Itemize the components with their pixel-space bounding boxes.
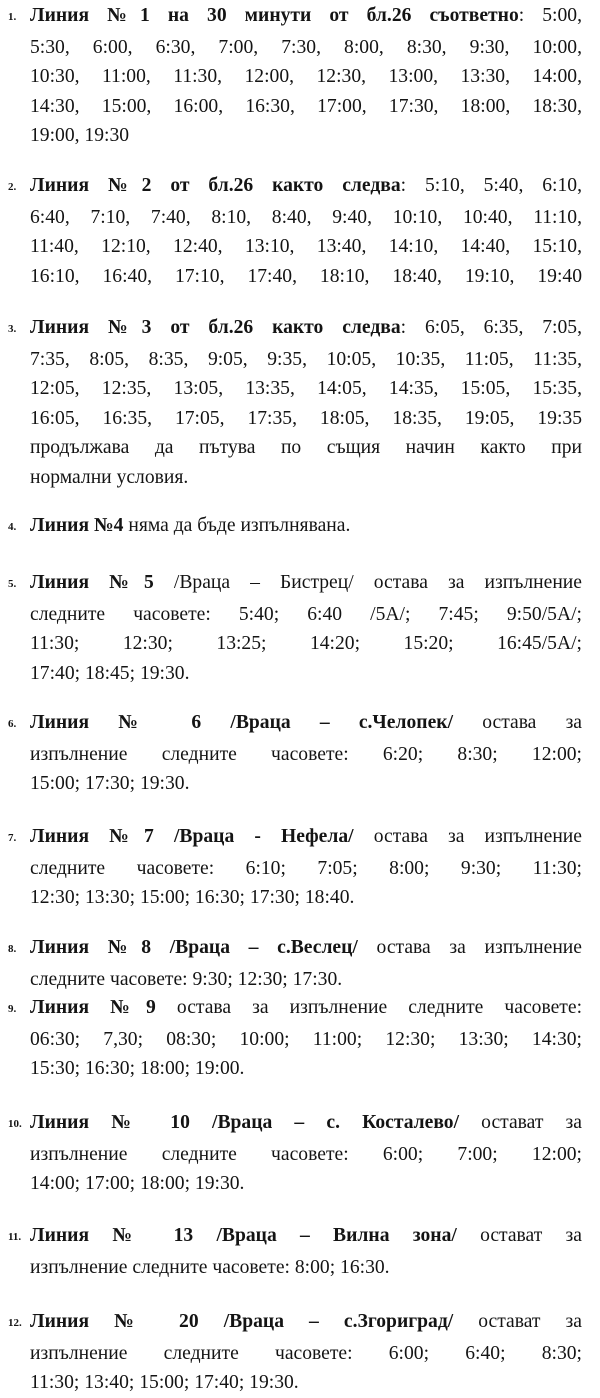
list-item-line: следните часовете: 9:30; 12:30; 17:30. bbox=[30, 968, 343, 990]
line-1-entry bbox=[8, 1, 582, 151]
line-20-entry bbox=[8, 1307, 582, 1398]
list-item-line: 06:30; 7,30; 08:30; 10:00; 11:00; 12:30; 13:30; 14:30; bbox=[30, 1028, 582, 1050]
list-item-line bbox=[8, 1307, 582, 1339]
line-title: Линия №1 на 30 минути от бл.26 съответно bbox=[30, 5, 519, 26]
item-number: 7. bbox=[8, 832, 17, 844]
list-item-line: 19:00, 19:30 bbox=[30, 125, 130, 146]
list-item-line: 16:10, 16:40, 17:10, 17:40, 18:10, 18:40, 19:10, 19:40 bbox=[30, 265, 582, 287]
line-2-entry bbox=[8, 171, 582, 291]
list-item-line: 11:30; 12:30; 13:25; 14:20; 15:20; 16:45/5А/; bbox=[30, 633, 582, 654]
line-text: остават за bbox=[453, 1311, 582, 1332]
item-number: 8. bbox=[8, 943, 17, 955]
list-item-line: 7:35, 8:05, 8:35, 9:05, 9:35, 10:05, 10:35, 11:05, 11:35, bbox=[30, 348, 582, 370]
line-9-entry bbox=[8, 993, 582, 1084]
list-item-line: 14:30, 15:00, 16:00, 16:30, 17:00, 17:30, 18:00, 18:30, bbox=[30, 95, 582, 117]
list-item-line: изпълнение следните часовете: 8:00; 16:30. bbox=[30, 1256, 390, 1278]
line-5-entry bbox=[8, 568, 582, 688]
list-item-line: изпълнение следните часовете: 6:00; 7:00; 12:00; bbox=[30, 1143, 582, 1165]
list-item-line: 12:05, 12:35, 13:05, 13:35, 14:05, 14:35, 15:05, 15:35, bbox=[30, 378, 582, 399]
list-item-line bbox=[8, 708, 582, 740]
item-number: 10. bbox=[8, 1118, 22, 1130]
item-number: 6. bbox=[8, 718, 17, 730]
line-text: : 6:05, 6:35, 7:05, bbox=[400, 317, 582, 338]
list-item-line: 15:30; 16:30; 18:00; 19:00. bbox=[30, 1058, 245, 1079]
item-number: 12. bbox=[8, 1317, 22, 1329]
line-title: Линия №7 /Враца - Нефела/ bbox=[30, 826, 354, 847]
line-title: Линия №5 bbox=[30, 572, 154, 593]
line-text: : 5:00, bbox=[518, 5, 582, 26]
list-item-line bbox=[8, 171, 582, 203]
line-8-entry bbox=[8, 933, 582, 994]
list-item-line: изпълнение следните часовете: 6:20; 8:30; 12:00; bbox=[30, 743, 582, 765]
list-item-line bbox=[8, 511, 582, 543]
list-item-line bbox=[8, 568, 582, 600]
list-item-line bbox=[8, 1, 582, 33]
list-item-line bbox=[8, 313, 582, 345]
list-item-line: 16:05, 16:35, 17:05, 17:35, 18:05, 18:35, 19:05, 19:35 bbox=[30, 407, 582, 429]
line-title: Линия № 6 /Враца – с.Челопек/ bbox=[30, 712, 454, 733]
line-10-entry bbox=[8, 1108, 582, 1199]
list-item-line bbox=[8, 993, 582, 1025]
line-text: остават за bbox=[456, 1225, 582, 1246]
list-item-line: нормални условия. bbox=[30, 466, 189, 488]
list-item-line bbox=[8, 1221, 582, 1253]
line-4-entry bbox=[8, 511, 582, 543]
line-text: /Враца – Бистрец/ остава за изпълнение bbox=[153, 572, 582, 593]
line-3-entry bbox=[8, 313, 582, 492]
list-item-line: следните часовете: 6:10; 7:05; 8:00; 9:30; 11:30; bbox=[30, 857, 582, 879]
item-number: 5. bbox=[8, 578, 17, 590]
line-7-entry bbox=[8, 822, 582, 913]
line-text: няма да бъде изпълнявана. bbox=[123, 515, 351, 536]
list-item-line: продължава да пътува по същия начин както при bbox=[30, 437, 582, 458]
item-number: 11. bbox=[8, 1231, 22, 1243]
item-number: 9. bbox=[8, 1003, 17, 1015]
list-item-line: 17:40; 18:45; 19:30. bbox=[30, 662, 190, 684]
list-item-line: следните часовете: 5:40; 6:40 /5А/; 7:45; 9:50/5А/; bbox=[30, 603, 582, 625]
list-item-line: 11:30; 13:40; 15:00; 17:40; 19:30. bbox=[30, 1372, 299, 1393]
line-text: : 5:10, 5:40, 6:10, bbox=[400, 175, 582, 196]
line-text: остава за bbox=[453, 712, 583, 733]
list-item-line bbox=[8, 933, 582, 965]
list-item-line: 15:00; 17:30; 19:30. bbox=[30, 773, 190, 794]
line-title: Линия № 13 /Враца – Вилна зона/ bbox=[30, 1225, 457, 1246]
list-item-line: 11:40, 12:10, 12:40, 13:10, 13:40, 14:10, 14:40, 15:10, bbox=[30, 236, 582, 257]
list-item-line bbox=[8, 822, 582, 854]
line-title: Линия №2 от бл.26 както следва bbox=[30, 175, 401, 196]
list-item-line: 14:00; 17:00; 18:00; 19:30. bbox=[30, 1173, 245, 1194]
line-text: остава за изпълнение следните часовете: bbox=[155, 997, 583, 1018]
line-title: Линия №4 bbox=[30, 515, 124, 536]
list-item-line: 10:30, 11:00, 11:30, 12:00, 12:30, 13:00, 13:30, 14:00, bbox=[30, 66, 582, 87]
list-item-line bbox=[8, 1108, 582, 1140]
item-number: 2. bbox=[8, 181, 17, 193]
line-title: Линия №8 /Враца – с.Веслец/ bbox=[30, 937, 358, 958]
item-number: 4. bbox=[8, 521, 17, 533]
line-title: Линия №3 от бл.26 както следва bbox=[30, 317, 401, 338]
list-item-line: 12:30; 13:30; 15:00; 16:30; 17:30; 18:40. bbox=[30, 887, 355, 908]
line-text: остават за bbox=[459, 1112, 582, 1133]
line-title: Линия № 20 /Враца – с.Згориград/ bbox=[30, 1311, 454, 1332]
line-13-entry bbox=[8, 1221, 582, 1282]
list-item-line: 5:30, 6:00, 6:30, 7:00, 7:30, 8:00, 8:30, 9:30, 10:00, bbox=[30, 36, 582, 58]
line-title: Линия № 10 /Враца – с. Косталево/ bbox=[30, 1112, 460, 1133]
line-text: остава за изпълнение bbox=[357, 937, 582, 958]
item-number: 1. bbox=[8, 11, 17, 23]
line-6-entry bbox=[8, 708, 582, 799]
list-item-line: изпълнение следните часовете: 6:00; 6:40; 8:30; bbox=[30, 1342, 582, 1364]
list-item-line: 6:40, 7:10, 7:40, 8:10, 8:40, 9:40, 10:10, 10:40, 11:10, bbox=[30, 206, 582, 228]
item-number: 3. bbox=[8, 323, 17, 335]
line-title: Линия №9 bbox=[30, 997, 156, 1018]
line-text: остава за изпълнение bbox=[353, 826, 582, 847]
